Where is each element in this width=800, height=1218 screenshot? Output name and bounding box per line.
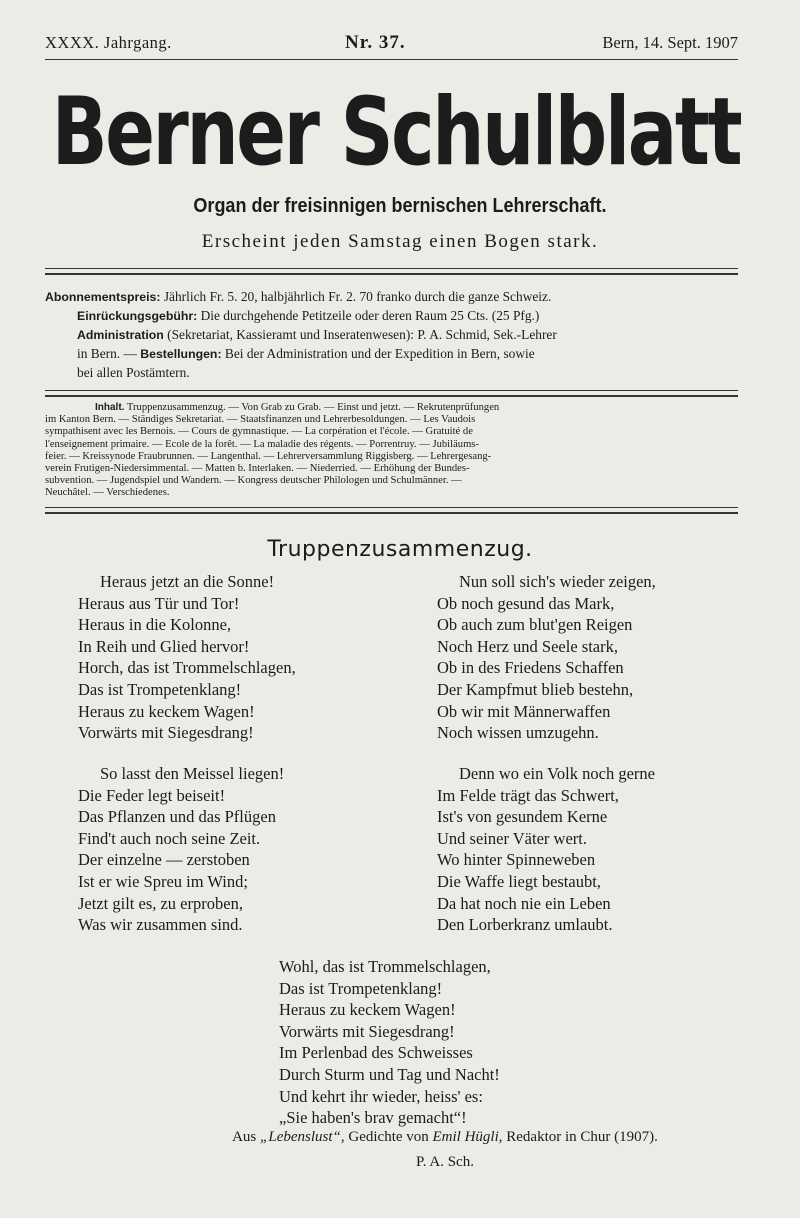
order-text: Bei der Administration und der Expedition in Bern, sowie	[221, 346, 535, 361]
terms-line	[45, 306, 740, 325]
masthead	[45, 33, 738, 55]
verse-line: Was wir zusammen sind.	[78, 915, 243, 935]
verse-line: Heraus zu keckem Wagen!	[78, 701, 255, 721]
order-label: Bestellungen:	[140, 347, 222, 361]
contents-line	[45, 402, 740, 414]
contents-line: sympathisent avec les Bernois. — Cours de gymnastique. — La corpération et l'école. — Gratuité de	[45, 426, 473, 438]
source-book: „Lebenslust“	[260, 1129, 341, 1145]
abo-text: Jährlich Fr. 5. 20, halbjährlich Fr. 2. 70 franko durch die ganze Schweiz.	[160, 289, 552, 304]
verse-line: Find't auch noch seine Zeit.	[78, 828, 261, 848]
verse-line: So lasst den Meissel liegen!	[100, 764, 285, 783]
stanza-1-left	[78, 571, 296, 744]
contents-line: Neuchâtel. — Verschiedenes.	[45, 487, 170, 499]
author-initials: P. A. Sch.	[416, 1154, 474, 1170]
terms-line	[45, 287, 740, 306]
poem-title: Truppenzusammenzug.	[267, 537, 533, 562]
source-author: Emil Hügli	[432, 1129, 499, 1145]
verse-line: Die Waffe liegt bestaubt,	[437, 871, 601, 891]
verse-line: Der einzelne — zerstoben	[78, 850, 250, 870]
verse-line: Heraus jetzt an die Sonne!	[100, 572, 275, 591]
divider-rule	[45, 390, 738, 397]
verse-line: Vorwärts mit Siegesdrang!	[279, 1021, 455, 1041]
admin-text: (Sekretariat, Kassieramt und Inseratenwesen): P. A. Schmid, Sek.-Lehrer	[163, 327, 557, 342]
terms-line	[45, 344, 740, 363]
verse-line: Noch wissen umzugehn.	[437, 723, 599, 743]
newspaper-subtitle: Organ der freisinnigen bernischen Lehrerschaft.	[193, 195, 607, 217]
masthead-rule	[45, 59, 738, 60]
verse-line: Ob wir mit Männerwaffen	[437, 701, 611, 721]
verse-line: Und kehrt ihr wieder, heiss' es:	[279, 1086, 483, 1106]
stanza-2-right	[437, 763, 655, 936]
terms-text: in Bern. —	[77, 346, 141, 361]
verse-line: Heraus aus Tür und Tor!	[78, 593, 240, 613]
verse-line: Ob auch zum blut'gen Reigen	[437, 615, 633, 635]
verse-line: Im Perlenbad des Schweisses	[279, 1043, 473, 1063]
terms-line: bei allen Postämtern.	[77, 365, 190, 380]
verse-line: Ist er wie Spreu im Wind;	[78, 871, 248, 891]
verse-line: Das Pflanzen und das Pflügen	[78, 807, 276, 827]
verse-line: Vorwärts mit Siegesdrang!	[78, 723, 254, 743]
divider-rule	[45, 507, 738, 514]
final-stanza	[279, 956, 500, 1129]
source-text: , Redaktor in Chur (1907).	[498, 1129, 658, 1145]
stanza-2-left	[78, 763, 284, 936]
verse-line: „Sie haben's brav gemacht“!	[279, 1108, 467, 1128]
verse-line: Ob noch gesund das Mark,	[437, 593, 615, 613]
verse-line: Denn wo ein Volk noch gerne	[459, 764, 655, 783]
verse-line: Horch, das ist Trommelschlagen,	[78, 658, 296, 678]
verse-line: In Reih und Glied hervor!	[78, 636, 250, 656]
table-of-contents	[45, 402, 740, 500]
issue-number: Nr. 37.	[345, 32, 406, 53]
contents-text: Truppenzusammenzug. — Von Grab zu Grab. — Einst und jetzt. — Rekrutenprüfungen	[124, 402, 500, 413]
verse-line: Das ist Trompetenklang!	[279, 978, 443, 998]
contents-line: verein Frutigen-Niedersimmental. — Matten b. Interlaken. — Niederried. — Erhöhung der Bundes-	[45, 462, 470, 474]
verse-line: Den Lorberkranz umlaubt.	[437, 915, 613, 935]
verse-line: Wohl, das ist Trommelschlagen,	[279, 957, 491, 976]
verse-line: Ist's von gesundem Kerne	[437, 807, 608, 827]
verse-line: Ob in des Friedens Schaffen	[437, 658, 624, 678]
newspaper-title: Berner Schulblatt	[51, 78, 741, 187]
verse-line: Nun soll sich's wieder zeigen,	[459, 572, 656, 591]
verse-line: Die Feder legt beiseit!	[78, 785, 226, 805]
subscription-terms	[45, 287, 740, 382]
abo-label: Abonnementspreis:	[45, 290, 161, 304]
verse-line: Heraus zu keckem Wagen!	[279, 1000, 456, 1020]
stanza-1-right	[437, 571, 656, 744]
contents-line: subvention. — Jugendspiel und Wandern. — Kongress deutscher Philologen und Schulmänner. —	[45, 475, 462, 487]
ins-text: Die durchgehende Petitzeile oder deren Raum 25 Cts. (25 Pfg.)	[197, 308, 540, 323]
contents-label: Inhalt.	[95, 402, 125, 413]
divider-rule	[45, 268, 738, 275]
verse-line: Heraus in die Kolonne,	[78, 615, 232, 635]
source-text: , Gedichte von	[340, 1129, 433, 1145]
contents-line: l'enseignement primaire. — Ecole de la forêt. — La maladie des régents. — Porrentruy. — Jubiläums-	[45, 438, 479, 450]
publication-tagline: Erscheint jeden Samstag einen Bogen stark.	[201, 231, 599, 252]
verse-line: Und seiner Väter wert.	[437, 828, 587, 848]
source-text: Aus	[232, 1129, 261, 1145]
verse-line: Der Kampfmut blieb bestehn,	[437, 679, 634, 699]
contents-line: im Kanton Bern. — Ständiges Sekretariat. — Staatsfinanzen und Lehrerbesoldungen. — Les Vaudois	[45, 414, 476, 426]
issue-date: Bern, 14. Sept. 1907	[602, 33, 738, 52]
verse-line: Da hat noch nie ein Leben	[437, 893, 611, 913]
admin-label: Administration	[77, 328, 164, 342]
verse-line: Noch Herz und Seele stark,	[437, 636, 618, 656]
verse-line: Durch Sturm und Tag und Nacht!	[279, 1064, 500, 1084]
verse-line: Im Felde trägt das Schwert,	[437, 785, 619, 805]
volume-label: XXXX. Jahrgang.	[45, 33, 172, 52]
verse-line: Wo hinter Spinneweben	[437, 850, 596, 870]
poem-source	[0, 1129, 800, 1146]
verse-line: Jetzt gilt es, zu erproben,	[78, 893, 243, 913]
contents-line: feier. — Kreissynode Fraubrunnen. — Langenthal. — Lehrerversammlung Riggisberg. — Lehrergesang-	[45, 450, 492, 462]
ins-label: Einrückungsgebühr:	[77, 309, 198, 323]
terms-line	[45, 325, 740, 344]
verse-line: Das ist Trompetenklang!	[78, 679, 242, 699]
